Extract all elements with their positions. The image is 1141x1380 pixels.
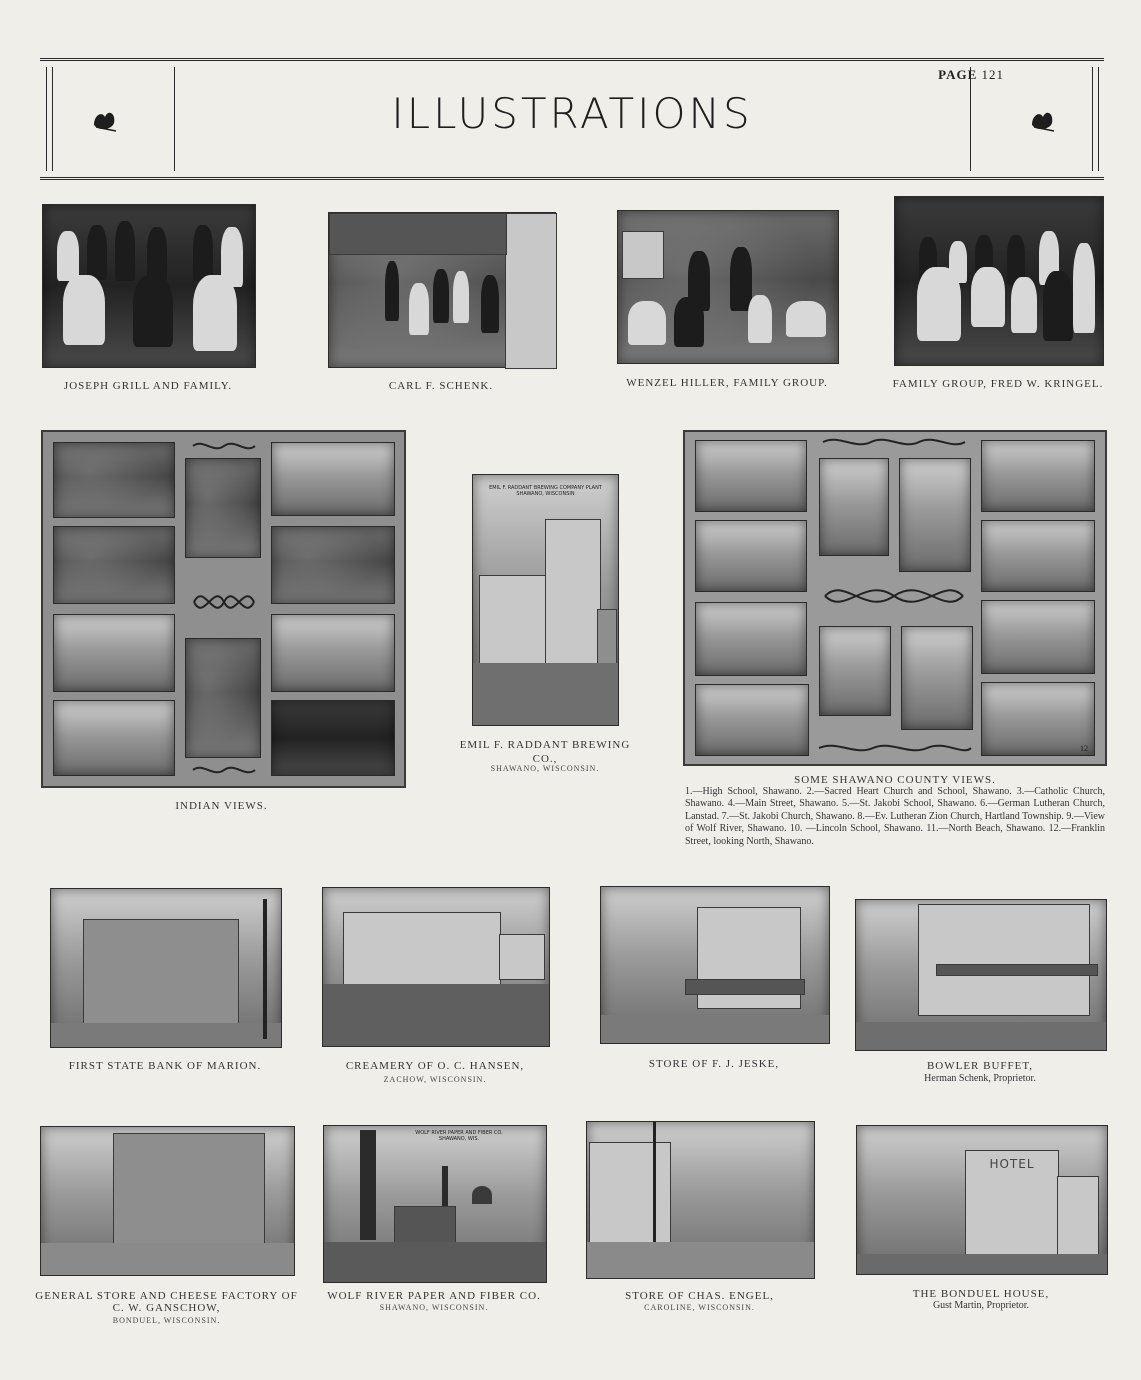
store-building bbox=[113, 1133, 265, 1245]
location-wolf-river-paper: SHAWANO, WISCONSIN. bbox=[379, 1303, 489, 1312]
scroll-ornament-icon bbox=[189, 582, 259, 622]
person-figure bbox=[1043, 271, 1073, 341]
person-figure bbox=[115, 221, 135, 281]
caption-indian-views: INDIAN VIEWS. bbox=[175, 800, 268, 812]
caption-ganschow-store: GENERAL STORE AND CHEESE FACTORY OF bbox=[35, 1290, 298, 1302]
smokestack-tower bbox=[360, 1130, 376, 1240]
photo-fred-kringel-family bbox=[894, 196, 1104, 366]
lamp-post bbox=[263, 899, 267, 1039]
caption-wenzel-hiller: WENZEL HILLER, FAMILY GROUP. bbox=[626, 377, 828, 389]
mill-building bbox=[394, 1206, 456, 1244]
caption-carl-schenk: CARL F. SCHENK. bbox=[388, 380, 494, 392]
street bbox=[587, 1242, 814, 1278]
person-figure bbox=[674, 297, 704, 347]
caption-wolf-river-paper: WOLF RIVER PAPER AND FIBER CO. bbox=[327, 1290, 541, 1302]
scroll-ornament-icon bbox=[819, 434, 969, 450]
caption-fred-kringel: FAMILY GROUP, FRED W. KRINGEL. bbox=[892, 378, 1104, 390]
page-number: PAGE 121 bbox=[938, 67, 1004, 82]
mosaic-photo bbox=[271, 700, 395, 776]
caption-ganschow-name: C. W. GANSCHOW, bbox=[112, 1302, 221, 1314]
photo-inscription: EMIL F. RADDANT BREWING COMPANY PLANT SHAWANO, WISCONSIN bbox=[489, 485, 602, 497]
mosaic-photo-main-street bbox=[695, 684, 809, 756]
location-hansen-creamery: ZACHOW, WISCONSIN. bbox=[383, 1075, 487, 1084]
photo-wolf-river-paper bbox=[323, 1125, 547, 1283]
leaf-ornament-icon bbox=[90, 105, 120, 135]
mosaic-photo bbox=[271, 442, 395, 516]
scroll-ornament-icon bbox=[815, 740, 975, 756]
scroll-ornament-icon bbox=[189, 762, 259, 778]
person-figure bbox=[917, 267, 961, 341]
mosaic-photo-lincoln-school bbox=[981, 520, 1095, 592]
caption-hansen-creamery: CREAMERY OF O. C. HANSEN, bbox=[345, 1060, 525, 1072]
brewery-building bbox=[479, 575, 551, 665]
location-engel-store: CAROLINE, WISCONSIN. bbox=[644, 1303, 755, 1312]
mosaic-photo-wolf-river bbox=[981, 440, 1095, 512]
mosaic-photo bbox=[53, 526, 175, 604]
page-header bbox=[40, 58, 1104, 180]
person-figure bbox=[193, 275, 237, 351]
caption-engel-store: STORE OF CHAS. ENGEL, bbox=[625, 1290, 774, 1302]
person-figure bbox=[87, 225, 107, 280]
hotel-sign: HOTEL bbox=[989, 1157, 1035, 1171]
mosaic-photo bbox=[185, 638, 261, 758]
utility-pole bbox=[653, 1122, 656, 1262]
photo-bowler-buffet bbox=[855, 899, 1107, 1051]
mosaic-photo-catholic-church bbox=[695, 602, 807, 676]
mosaic-photo bbox=[185, 458, 261, 558]
photo-number: 12 bbox=[1080, 744, 1088, 753]
photo-wenzel-hiller bbox=[617, 210, 839, 364]
photo-engel-store bbox=[586, 1121, 815, 1279]
person-figure bbox=[385, 261, 399, 321]
person-figure bbox=[628, 301, 666, 345]
mosaic-photo bbox=[271, 614, 395, 692]
caption-raddant-brewing: EMIL F. RADDANT BREWING CO., bbox=[459, 739, 631, 765]
mosaic-photo-sacred-heart bbox=[695, 520, 807, 592]
county-views-legend: 1.—High School, Shawano. 2.—Sacred Heart Church and School, Shawano. 3.—Catholic Church, Shawano. 4.—Main Street, Shawano. 5.—St. Jakobi School, Shawano. 6.—German Lutheran Church, Lanstad. 7.—St. Jakobi Church, Shawano. 8.—Ev. Lutheran Zion Church, Hartland Township. 9.—View of Wolf River, Shawano. 10. —Lincoln School, Shawano. 11.—North Beach, Shawano. 12.—Franklin Street, looking North, Shawano. bbox=[685, 786, 1105, 847]
ground bbox=[41, 1243, 294, 1275]
photo-first-state-bank bbox=[50, 888, 282, 1048]
person-figure bbox=[409, 283, 429, 335]
mosaic-photo-lutheran-church bbox=[899, 458, 971, 572]
brewery-annex bbox=[597, 609, 617, 665]
bank-building bbox=[83, 919, 239, 1025]
person-figure bbox=[453, 271, 469, 323]
store-awning bbox=[685, 979, 805, 995]
location-ganschow-store: BONDUEL, WISCONSIN. bbox=[112, 1316, 221, 1325]
caption-joseph-grill: JOSEPH GRILL AND FAMILY. bbox=[63, 380, 233, 392]
caption-county-views: SOME SHAWANO COUNTY VIEWS. bbox=[794, 774, 996, 786]
buffet-building bbox=[918, 904, 1090, 1016]
photo-bonduel-house bbox=[856, 1125, 1108, 1275]
mosaic-photo-franklin-street bbox=[981, 682, 1095, 756]
hotel-building bbox=[965, 1150, 1059, 1256]
mosaic-photo-north-beach bbox=[981, 600, 1095, 674]
photo-joseph-grill-family bbox=[42, 204, 256, 368]
mosaic-photo bbox=[271, 526, 395, 604]
photo-inscription: WOLF RIVER PAPER AND FIBER CO. SHAWANO, WIS. bbox=[415, 1130, 503, 1142]
scroll-ornament-icon bbox=[819, 576, 969, 616]
person-figure bbox=[63, 275, 105, 345]
person-figure bbox=[1073, 243, 1095, 333]
street bbox=[856, 1022, 1106, 1050]
ground bbox=[323, 984, 549, 1046]
person-figure bbox=[57, 231, 79, 281]
annex bbox=[1057, 1176, 1099, 1256]
photo-ganschow-store bbox=[40, 1126, 295, 1276]
photo-jeske-store bbox=[600, 886, 830, 1044]
caption-bonduel-house: THE BONDUEL HOUSE, bbox=[912, 1288, 1050, 1300]
proprietor-bowler-buffet: Herman Schenk, Proprietor. bbox=[924, 1073, 1036, 1084]
ground bbox=[324, 1242, 546, 1282]
mosaic-photo bbox=[53, 700, 175, 776]
caption-first-state-bank: FIRST STATE BANK OF MARION. bbox=[68, 1060, 262, 1072]
person-figure bbox=[748, 295, 772, 343]
mosaic-photo bbox=[53, 614, 175, 692]
ground bbox=[473, 663, 618, 725]
person-figure bbox=[1011, 277, 1037, 333]
porch-roof bbox=[936, 964, 1098, 976]
brewery-tower bbox=[545, 519, 601, 665]
person-figure bbox=[481, 275, 499, 333]
mosaic-photo-st-jakobi-church bbox=[819, 626, 891, 716]
person-figure bbox=[433, 269, 449, 323]
proprietor-bonduel-house: Gust Martin, Proprietor. bbox=[932, 1300, 1030, 1311]
photo-carl-schenk bbox=[328, 212, 556, 368]
caption-bowler-buffet: BOWLER BUFFET, bbox=[926, 1060, 1034, 1072]
creamery-building bbox=[343, 912, 501, 986]
street bbox=[601, 1015, 829, 1043]
house bbox=[499, 934, 545, 980]
person-figure bbox=[730, 247, 752, 311]
person-figure bbox=[133, 275, 173, 347]
person-figure bbox=[971, 267, 1005, 327]
page-title: ILLUSTRATIONS bbox=[391, 89, 753, 138]
mosaic-photo-st-jakobi-school bbox=[819, 458, 889, 556]
window bbox=[622, 231, 664, 279]
person-figure bbox=[786, 301, 826, 337]
porch-roof bbox=[329, 213, 507, 255]
water-tower bbox=[472, 1186, 492, 1204]
location-raddant-brewing: SHAWANO, WISCONSIN. bbox=[490, 764, 600, 773]
street bbox=[857, 1254, 1107, 1274]
store-building bbox=[589, 1142, 671, 1256]
mosaic-photo-high-school bbox=[695, 440, 807, 512]
person-figure bbox=[193, 225, 213, 281]
house-wall bbox=[505, 213, 557, 369]
street bbox=[51, 1023, 281, 1047]
indian-views-mosaic bbox=[41, 430, 406, 788]
photo-hansen-creamery bbox=[322, 887, 550, 1047]
county-views-mosaic bbox=[683, 430, 1107, 766]
photo-raddant-brewing bbox=[472, 474, 619, 726]
scroll-ornament-icon bbox=[189, 438, 259, 454]
mosaic-photo-zion-church bbox=[901, 626, 973, 730]
caption-jeske-store: STORE OF F. J. JESKE, bbox=[648, 1058, 780, 1070]
mosaic-photo bbox=[53, 442, 175, 518]
leaf-ornament-icon bbox=[1028, 105, 1058, 135]
